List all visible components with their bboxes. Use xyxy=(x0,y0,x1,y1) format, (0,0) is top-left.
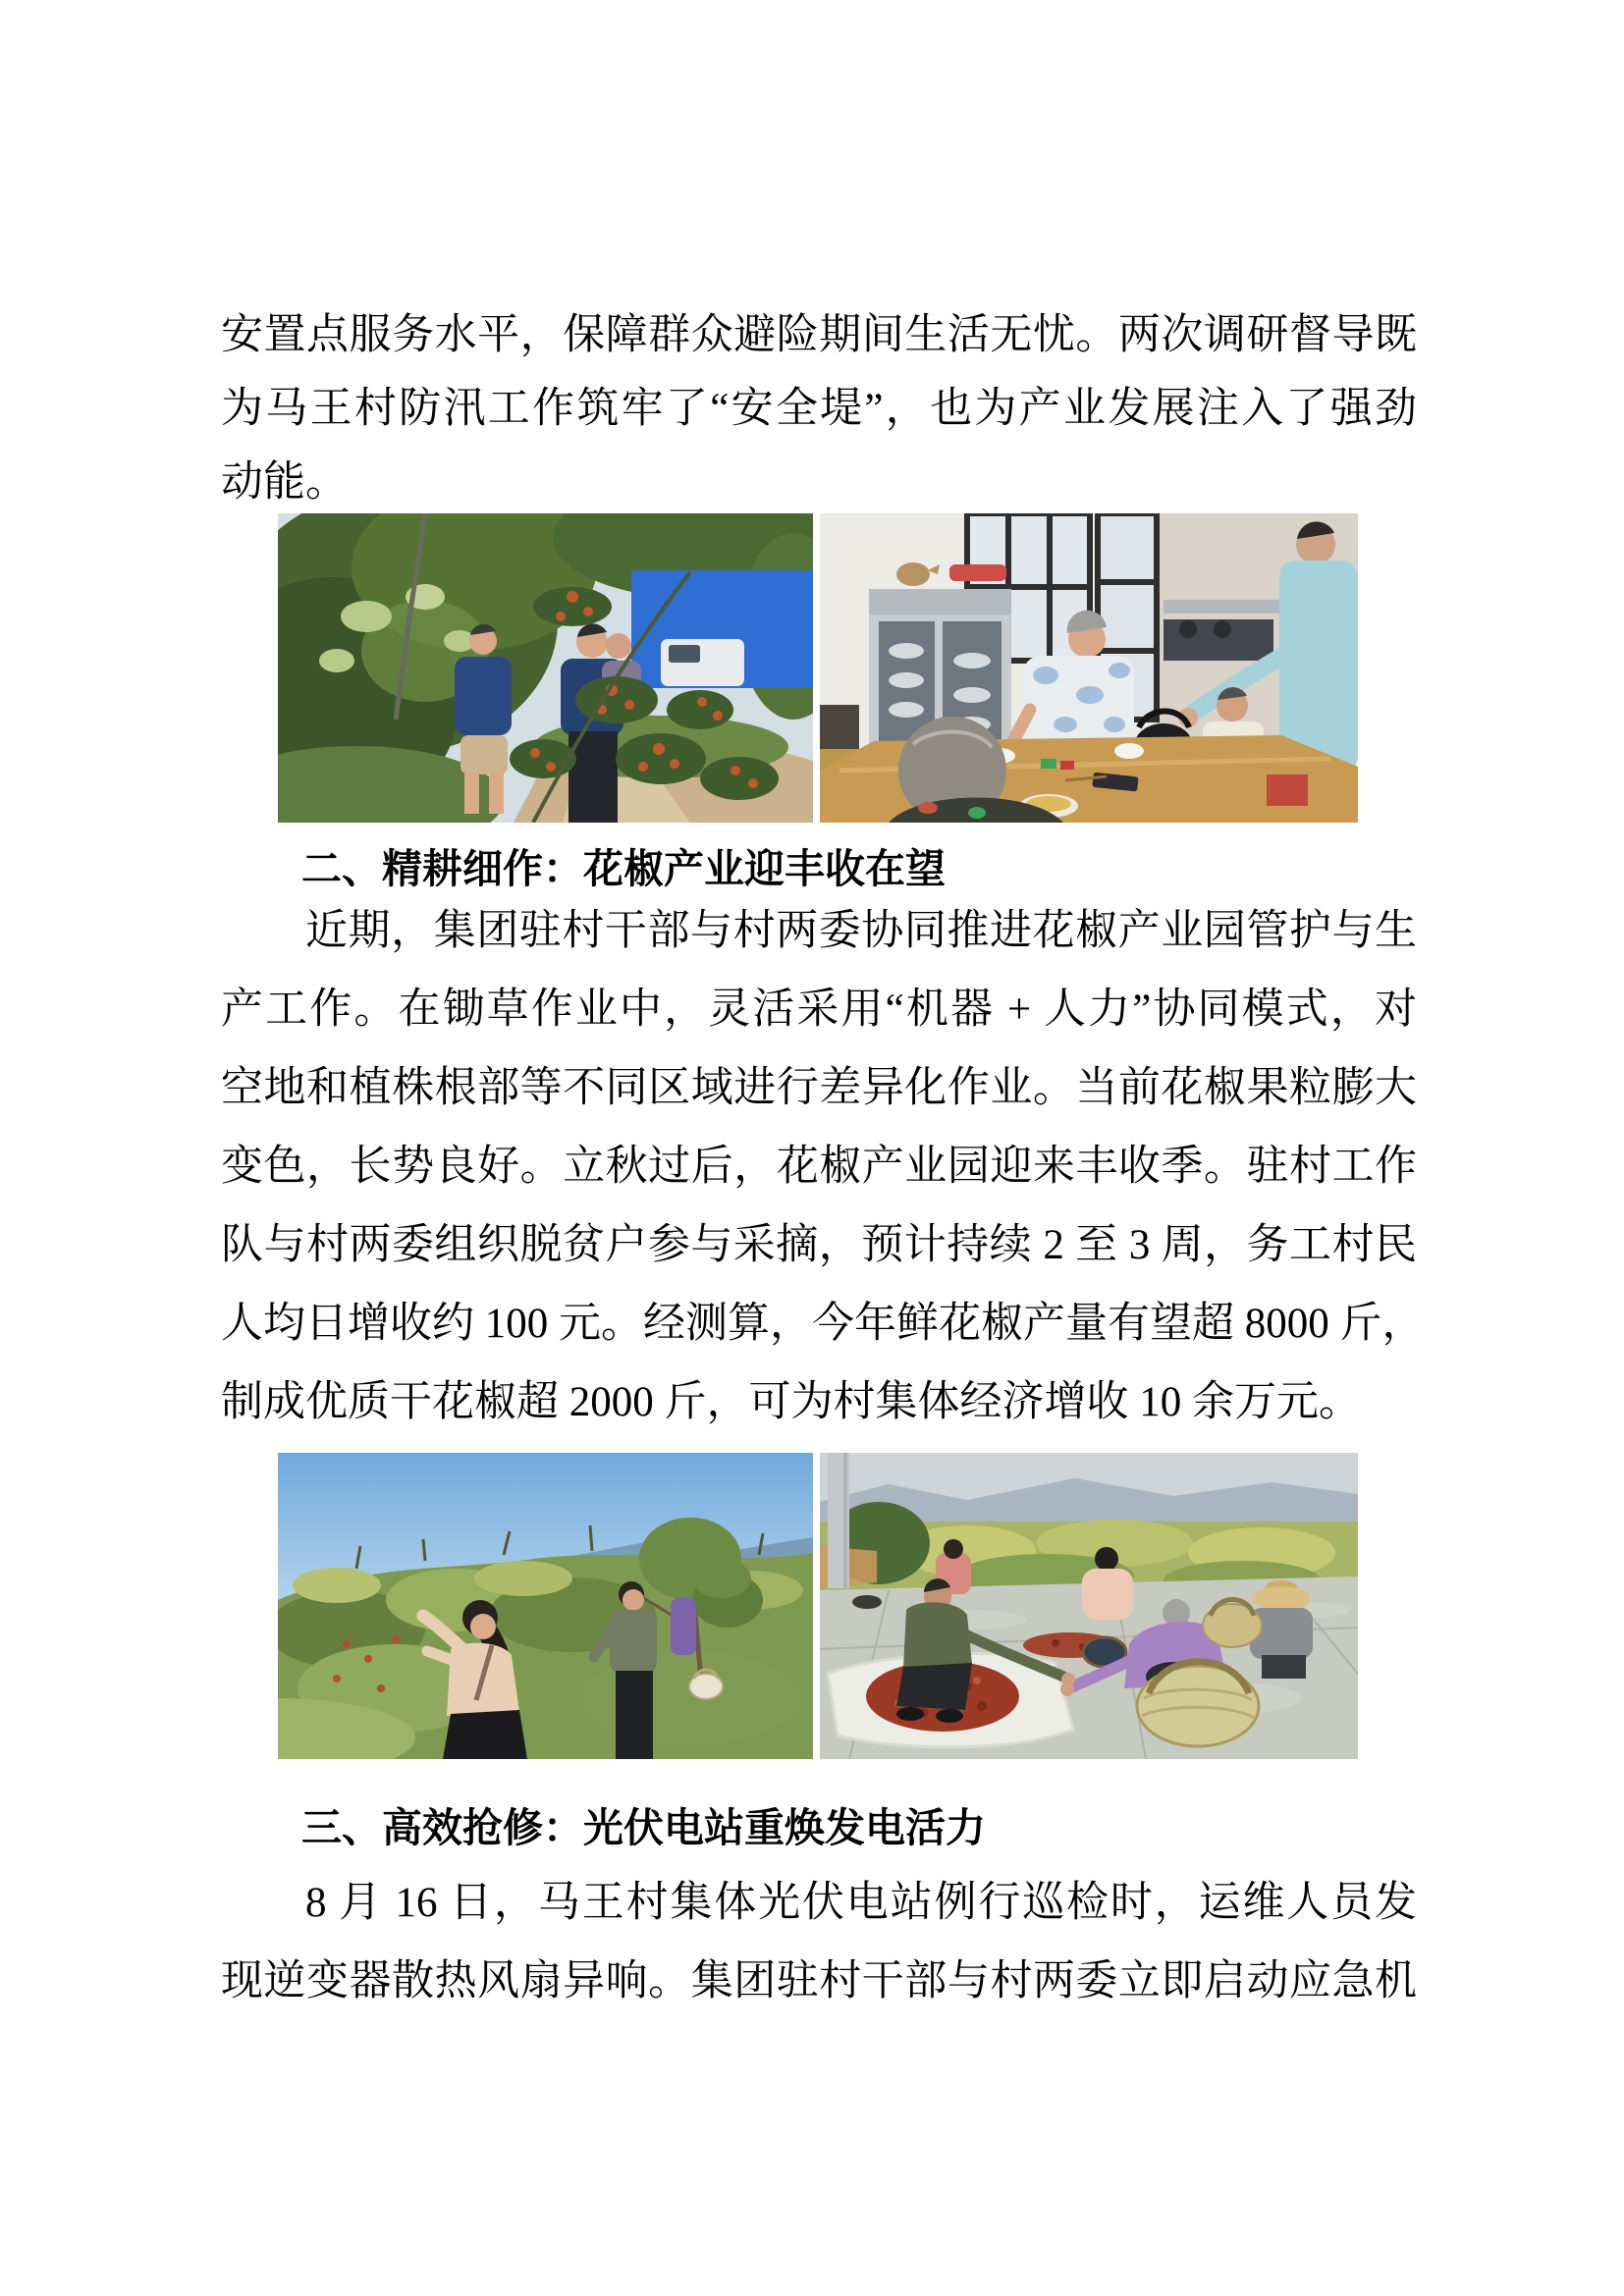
photo-home-visit-meal xyxy=(820,513,1358,823)
photo-hillside-survey xyxy=(278,1453,813,1759)
section-heading-pv-station: 三、高效抢修：光伏电站重焕发电活力 xyxy=(301,1805,986,1850)
paragraph-flood-recovery xyxy=(221,298,1417,519)
paragraph-pepper-harvest xyxy=(221,892,1425,1442)
text-line: 为马王村防汛工作筑牢了“安全堤”，也为产业发展注入了强劲 xyxy=(221,386,1417,432)
text-line: 人均日增收约 100 元。经测算，今年鲜花椒产量有望超 8000 斤， xyxy=(221,1301,1425,1347)
photo-gap xyxy=(813,1453,820,1759)
pepper-sorting-illustration xyxy=(820,1453,1358,1759)
photo-row-flood-visit xyxy=(278,513,1358,823)
paragraph-pv-repair xyxy=(221,1864,1417,2021)
photo-gap xyxy=(813,513,820,823)
orchard-inspection-illustration xyxy=(278,513,813,823)
text-line: 现逆变器散热风扇异响。集团驻村干部与村两委立即启动应急机 xyxy=(221,1958,1417,2004)
text-line: 动能。 xyxy=(221,459,348,506)
photo-orchard-inspection xyxy=(278,513,813,823)
text-line: 近期，集团驻村干部与村两委协同推进花椒产业园管护与生 xyxy=(305,908,1417,954)
hillside-survey-illustration xyxy=(278,1453,813,1759)
text-line: 队与村两委组织脱贫户参与采摘，预计持续 2 至 3 周，务工村民 xyxy=(221,1222,1417,1268)
text-line: 变色，长势良好。立秋过后，花椒产业园迎来丰收季。驻村工作 xyxy=(221,1144,1417,1190)
text-line: 8 月 16 日，马王村集体光伏电站例行巡检时，运维人员发 xyxy=(305,1880,1417,1926)
photo-row-pepper-work xyxy=(278,1453,1358,1759)
section-heading-pepper: 二、精耕细作：花椒产业迎丰收在望 xyxy=(301,846,946,891)
text-line: 产工作。在锄草作业中，灵活采用“机器 + 人力”协同模式，对 xyxy=(221,987,1417,1033)
text-line: 制成优质干花椒超 2000 斤，可为村集体经济增收 10 余万元。 xyxy=(221,1379,1361,1425)
text-line: 安置点服务水平，保障群众避险期间生活无忧。两次调研督导既 xyxy=(221,312,1417,358)
home-visit-illustration xyxy=(820,513,1358,823)
photo-pepper-sorting xyxy=(820,1453,1358,1759)
text-line: 空地和植株根部等不同区域进行差异化作业。当前花椒果粒膨大 xyxy=(221,1065,1417,1111)
